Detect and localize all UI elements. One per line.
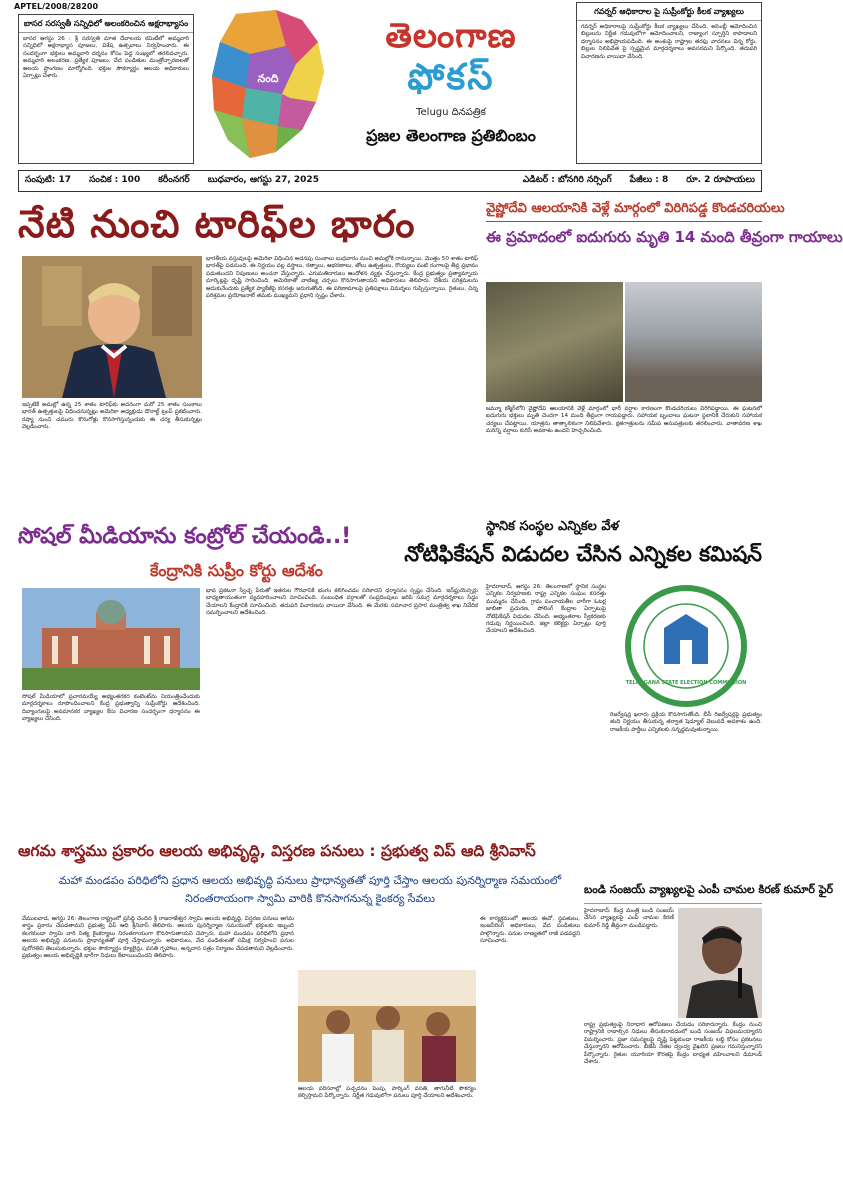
election-body-right: రిజర్వేషన్ల ఖరారు ప్రక్రియ కొనసాగుతోంది. బీసీ రిజర్వేషన్లపై ప్రభుత్వం తుది నిర్ణయం తీసుకున్న తర్వాత షెడ్యూల్ వెలువడే అవకాశం ఉంది. రాజకీయ పార్టీలు ఎన్నికలకు సన్నద్ధమవుతున్నాయి. <box>610 712 762 733</box>
social-media-body-left: సోషల్ మీడియాలో ప్రచారమయ్యే అభ్యంతరకర కంటెంట్‌ను నియంత్రించేందుకు మార్గదర్శకాలు రూపొందించాలని కేంద్ర ప్రభుత్వాన్ని సుప్రీంకోర్టు ఆదేశించింది. దివ్యాంగులపై అవమానకర వ్యాఖ్యల కేసు విచారణ సందర్భంగా ధర్మాసనం ఈ వ్యాఖ్యలు చేసింది. <box>22 694 200 723</box>
vaishno-headline: ఈ ప్రమాదంలో ఐదుగురు మృతి 14 మంది తీవ్రంగా గాయాలు <box>486 228 843 246</box>
bandi-body-left: హైదరాబాద్: కేంద్ర మంత్రి బండి సంజయ్ చేసిన వ్యాఖ్యలపై ఎంపీ చామల కిరణ్ కుమార్ రెడ్డి తీవ్రంగా మండిపడ్డారు. <box>584 908 674 929</box>
map-label: నంది <box>257 72 279 85</box>
masthead-name-line1: తెలంగాణ <box>385 16 517 56</box>
ear-left-title: బాసర సరస్వతీ సన్నిధిలో అలంకరించిన అక్షరాభ్యాసం <box>19 15 193 33</box>
ear-left-box <box>18 14 194 164</box>
dateline-bar <box>18 170 762 192</box>
landslide-photo-right <box>625 282 762 402</box>
bandi-headline: బండి సంజయ్ వ్యాఖ్యలపై ఎంపీ చామల కిరణ్ కుమార్ ఫైర్ <box>584 880 762 904</box>
masthead-name-line2: ఫోకస్ <box>407 57 495 98</box>
vaishno-body: జమ్మూ కశ్మీర్‌లోని వైష్ణోదేవి ఆలయానికి వెళ్లే మార్గంలో భారీ వర్షాల కారణంగా కొండచరియలు విరిగిపడ్డాయి. ఈ ఘటనలో ఐదుగురు భక్తులు మృతి చెందగా 14 మంది తీవ్రంగా గాయపడ్డారు. సహాయక బృందాలు ఘటనా స్థలానికి చేరుకుని సహాయక చర్యలు చేపట్టాయి. యాత్రను తాత్కాలికంగా నిలిపివేశారు. క్షతగాత్రులను సమీప ఆసుపత్రులకు తరలించారు. వాతావరణ శాఖ మరిన్ని వర్షాలు కురిసే అవకాశం ఉందని హెచ్చరించింది. <box>486 406 762 435</box>
election-kicker: స్థానిక సంస్థల ఎన్నికల వేళ <box>486 519 619 534</box>
masthead-title-block <box>336 16 566 166</box>
election-commission-logo <box>610 584 762 708</box>
volume: సంపుటి: 17 <box>25 175 72 185</box>
agama-headline: ఆగమ శాస్త్రము ప్రకారం ఆలయ అభివృద్ధి, విస్తరణ పనులు : ప్రభుత్వ విప్ ఆది శ్రీనివాస్ <box>18 842 536 860</box>
ear-left-body: బాసర ఆగస్టు 26 : శ్రీ సరస్వతి మాత దేవాలయ కమిటీలో అమ్మవారి సన్నిధిలో అక్షరాభ్యాస పూజలు, విశేష ఉత్సవాలు నిర్వహించారు. ఈ సందర్భంగా భక్తులు అమ్మవారి దర్శనం కోసం పెద్ద సంఖ్యలో తరలివచ్చారు. అమ్మవారి అలంకరణ, ప్రత్యేక పూజలు, వేద పండితుల మంత్రోచ్ఛారణలతో ఆలయ ప్రాంగణం మార్మోగింది. భక్తుల సౌకర్యార్థం ఆలయ అధికారులు ఏర్పాట్లు చేశారు. <box>23 36 189 80</box>
masthead-tagline: ప్రజల తెలంగాణ ప్రతిబింబం <box>366 126 536 145</box>
date: బుధవారం, ఆగస్టు 27, 2025 <box>207 175 319 185</box>
agama-body-right: ఆలయ పరిసరాల్లో పచ్చదనం పెంపు, పార్కింగ్ వసతి, తాగునీటి సౌకర్యం కల్పిస్తామని పేర్కొన్నారు. నిర్ణీత గడువులోగా పనులు పూర్తి చేయాలని ఆదేశించారు. <box>298 1086 476 1100</box>
pages: పేజీలు : 8 <box>629 175 669 185</box>
social-media-subhead: కేంద్రానికి సుప్రీం కోర్టు ఆదేశం <box>150 561 323 580</box>
bandi-body-bottom: రాష్ట్ర ప్రభుత్వంపై నిరాధార ఆరోపణలు చేయడం సరికాదన్నారు. కేంద్రం నుంచి రాష్ట్రానికి రావాల్సిన నిధులు తీసుకురావడంలో బండి సంజయ్ విఫలమయ్యారని విమర్శించారు. ప్రజా సమస్యలపై దృష్టి పెట్టకుండా రాజకీయ లబ్ధి కోసం ప్రకటనలు చేస్తున్నారని ఆరోపించారు. బీజేపీ నేతల ద్వంద్వ వైఖరిని ప్రజలు గమనిస్తున్నారని పేర్కొన్నారు. రైతుల యూరియా కొరతపై కేంద్రం బాధ్యత వహించాలని డిమాండ్ చేశారు. <box>584 1022 762 1066</box>
temple-review-photo <box>298 970 476 1082</box>
telangana-map-logo <box>206 6 330 164</box>
election-body-left: హైదరాబాద్, ఆగస్టు 26: తెలంగాణలో స్థానిక సంస్థల ఎన్నికల నిర్వహణకు రాష్ట్ర ఎన్నికల సంఘం కసరత్తు ముమ్మరం చేసింది. గ్రామ పంచాయతీల వారీగా ఓటర్ల జాబితా ప్రచురణ, పోలింగ్ కేంద్రాల ఏర్పాటుపై నోటిఫికేషన్ విడుదల చేసింది. అభ్యంతరాల స్వీకరణకు గడువు నిర్ణయించింది. జిల్లా కలెక్టర్లు ఏర్పాట్లు పూర్తి చేయాలని ఆదేశించింది. <box>486 584 606 635</box>
election-headline: నోటిఫికేషన్ విడుదల చేసిన ఎన్నికల కమిషన్ <box>404 542 762 566</box>
agama-body-mid: ఈ కార్యక్రమంలో ఆలయ ఈవో, స్థపతులు, ఇంజనీరింగ్ అధికారులు, వేద పండితులు పాల్గొన్నారు. పనుల నాణ్యతలో రాజీ పడవద్దని సూచించారు. <box>480 916 580 945</box>
ear-right-box <box>576 2 762 164</box>
tariff-body-right: భారతీయ వస్తువులపై అమెరికా విధించిన అదనపు సుంకాలు బుధవారం నుంచి అమల్లోకి రానున్నాయి. మొత్తం 50 శాతం టారిఫ్ భారత్‌పై పడనుంది. ఈ నిర్ణయం వల్ల వస్త్రాలు, రత్నాలు, ఆభరణాలు, తోలు ఉత్పత్తులు, రొయ్యలు వంటి రంగాలపై తీవ్ర ప్రభావం పడుతుందని నిపుణులు అంచనా వేస్తున్నారు. ఎగుమతిదారులు ఆందోళన వ్యక్తం చేస్తున్నారు. కేంద్ర ప్రభుత్వం ప్రత్యామ్నాయ మార్కెట్లపై దృష్టి సారించింది. అమెరికాతో వాణిజ్య చర్చలు కొనసాగుతాయని అధికారులు తెలిపారు. దేశీయ పరిశ్రమలను ఆదుకునేందుకు ప్రత్యేక ప్యాకేజీపై కసరత్తు జరుగుతోంది. ఈ పరిణామాలపై ప్రతిపక్షాలు విమర్శలు గుప్పిస్తున్నాయి. రైతులు, చిన్న పరిశ్రమల ప్రయోజనాలే తమకు ముఖ్యమని ప్రధాని స్పష్టం చేశారు. <box>206 256 478 300</box>
social-media-headline: సోషల్ మీడియాను కంట్రోల్ చేయండి..! <box>18 524 352 549</box>
agama-body-left: వేములవాడ, ఆగస్టు 26: తెలంగాణ రాష్ట్రంలో ప్రసిద్ధి చెందిన శ్రీ రాజరాజేశ్వర స్వామి ఆలయ అభివృద్ధి, విస్తరణ పనులు ఆగమ శాస్త్రం ప్రకారం చేపడతామని ప్రభుత్వ విప్ ఆది శ్రీనివాస్ తెలిపారు. ఆలయ పునర్నిర్మాణ సమయంలో భక్తులకు ఇబ్బంది కలగకుండా స్వామి వారి నిత్య కైంకర్యాలు నిరంతరాయంగా కొనసాగుతాయని చెప్పారు. మహా మండపం పరిధిలోని ప్రధాన ఆలయ అభివృద్ధి పనులను ప్రాధాన్యతతో పూర్తి చేస్తామన్నారు. అధికారులు, వేద పండితులతో సమీక్ష నిర్వహించి పనుల పురోగతిని తెలుసుకున్నారు. భక్తుల సౌకర్యార్థం క్యూలైన్లు, వసతి గృహాలు, అన్నదాన సత్రం నిర్మాణం చేపడతామని వెల్లడించారు. ప్రభుత్వం ఆలయ అభివృద్ధికి భారీగా నిధులు కేటాయించిందని తెలిపారు. <box>22 916 294 960</box>
issue: సంచిక : 100 <box>89 175 141 185</box>
place: కరీంనగర్ <box>158 175 190 185</box>
landslide-photo-left <box>486 282 623 402</box>
masthead-subtitle: Telugu దినపత్రిక <box>416 107 486 118</box>
ear-right-body: గవర్నర్ అధికారాలపై సుప్రీంకోర్టు కీలక వ్యాఖ్యలు చేసింది. అసెంబ్లీ ఆమోదించిన బిల్లులను నిర్ణీత గడువులోగా ఆమోదించాలని, రాజ్యాంగ స్ఫూర్తిని కాపాడాలని ధర్మాసనం అభిప్రాయపడింది. ఈ అంశంపై రాష్ట్రాల తరఫు వాదనలు విన్న కోర్టు, బిల్లుల నిలిపివేత పై స్పష్టమైన మార్గదర్శకాలు అవసరమని పేర్కొంది. తదుపరి విచారణను వాయిదా వేసింది. <box>581 24 757 60</box>
election-logo-text: TELANGANA STATE ELECTION COMMISSION <box>625 680 747 686</box>
registration-number: APTEL/2008/28200 <box>14 2 99 11</box>
editor: ఎడిటర్ : బోనగిరి నర్సింగ్ <box>522 175 612 185</box>
tariff-body-left: ఇప్పటికే అమల్లో ఉన్న 25 శాతం టారిఫ్‌కు అదనంగా మరో 25 శాతం సుంకాలు భారత్ ఉత్పత్తులపై విధించనున్నట్లు అమెరికా అధ్యక్షుడు డొనాల్డ్ ట్రంప్ ప్రకటించారు. రష్యా నుంచి చమురు కొనుగోళ్లు కొనసాగిస్తున్నందుకు ఈ చర్య తీసుకున్నట్లు వెల్లడించారు. <box>22 402 202 431</box>
agama-subhead: మహా మండపం పరిధిలోని ప్రధాన ఆలయ అభివృద్ధి పనులు ప్రాధాన్యతతో పూర్తి చేస్తాం ఆలయ పునర్నిర్మాణ సమయంలో నిరంతరాయంగా స్వామి వారికి కొనసాగనున్న కైంకర్య సేవలు <box>58 874 562 905</box>
vaishno-kicker: వైష్ణోదేవి ఆలయానికి వెళ్లే మార్గంలో విరిగిపడ్డ కొండచరియలు <box>486 200 762 222</box>
mp-chamala-photo <box>678 908 762 1018</box>
supreme-court-photo <box>22 588 200 690</box>
tariff-headline: నేటి నుంచి టారిఫ్‌ల భారం <box>18 202 416 246</box>
price: రూ. 2 రూపాయలు <box>686 175 755 185</box>
trump-photo <box>22 256 202 398</box>
social-media-body-right: భావ ప్రకటనా స్వేచ్ఛ పేరుతో ఇతరుల గౌరవానికి భంగం కలిగించడం సరికాదని ధర్మాసనం స్పష్టం చేసింది. ఇన్‌ఫ్లుయెన్సర్లు బాధ్యతాయుతంగా వ్యవహరించాలని సూచించింది. సంబంధిత వర్గాలతో సంప్రదింపులు జరిపి సమగ్ర మార్గదర్శకాలు సిద్ధం చేయాలని కేంద్రానికి సూచించింది. తదుపరి విచారణను వాయిదా వేసింది. ఈ మేరకు సమాచార ప్రసార మంత్రిత్వ శాఖ నివేదిక సమర్పించాలని ఆదేశించింది. <box>206 588 478 617</box>
ear-right-title: గవర్నర్ ఆధికారాల పై సుప్రీంకోర్టు కీలక వ్యాఖ్యలు <box>577 3 761 21</box>
landslide-photo <box>486 282 762 402</box>
